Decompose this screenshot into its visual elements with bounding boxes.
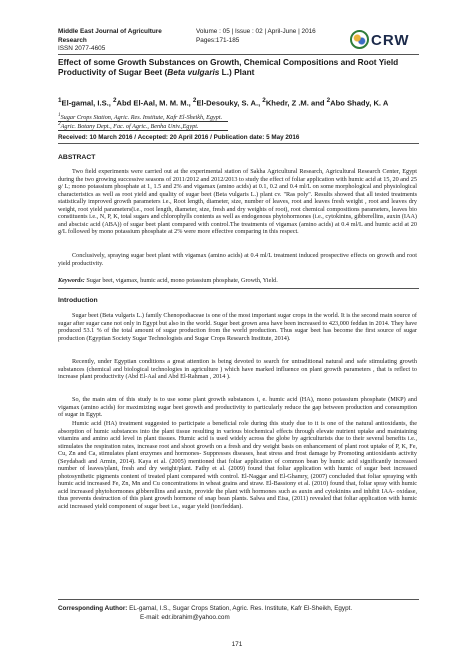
pages-info: Pages:171-185 xyxy=(196,36,240,44)
affiliation-2: $^2$Agric. Botany Dept., Fac. of Agric., Benha Univ.,Egypt. xyxy=(58,121,318,131)
dates-line: Received: 10 March 2016 / Accepted: 20 April 2016 / Publication date: 5 May 2016 xyxy=(58,134,300,141)
journal-issn: ISSN 2077-4605 xyxy=(58,45,106,53)
volume-info: Volume : 05 | Issue : 02 | April-June | 2016 xyxy=(196,28,316,35)
footnote-divider xyxy=(58,599,419,600)
journal-name-line1: Middle East Journal of Agriculture xyxy=(58,28,162,35)
intro-paragraph-3: So, the main aim of this study is to use some plant growth substances i, e. humic acid (HA), mono potassium phosphate (MKP) and vigamax (amino acids) for maximizing sugar beet growth and productivity to particularly reduce the gap between production and consumption of sugar in Egypt. xyxy=(58,396,417,419)
intro-paragraph-4: Humic acid (HA) treatment suggested to participate a beneficial role during this study due to it is one of the natural antioxidants, the absorption of humic substances into the plant tissue resulting in various biochemical effects through elevate nutrient uptake and maintaining vitamins and amino acid level in plant tissues. Humic acid is used widely across the globe by agriculturists due to their several benefits i.e., stimulates the respiration rates, increase root and shoot growth on a fresh and dry weight basis on enhancement of plant root uptake of P, K, Fe, Cu, Zn and Ca, stimulates plant enzymes and hormones- Suppresses diseases, heat stress and frost damage by Promoting antioxidants activity (Seydabadi and Armin, 2014). Kaya et al. (2005) mentioned that foliar application of common bean by humic acid significantly increased number of leaves/plant, fresh and dry weight/plant. Fathy et al. (2009) found that foliar application with humic of sugar beet increased photosynthetic pigments content of treated plant compared with control. El-Naggar and El-Ghamry, (2007) concluded that foliar spraying with humic acid increased Fe, Zn, Mn and Cu concentrations in wheat grains and straw. El-Bassiony et al. (2010) found that, foliar spray with humic acid increased phytohormones gibberellins and auxin, provide the plant with hormones such as auxin and cytokinins and inhibit IAA- oxidase, thus prevents destruction of this plant growth hormone of snap bean plants. Salwa and Eisa, (2011) revealed that foliar application with humic acid increased yield component of sugar beet i.e., sugar yield (ton/feddan). xyxy=(58,420,417,511)
abstract-paragraph-2: Conclusively, spraying sugar beet plant with vigamax (amino acids) at 0.4 ml/L treatment induced prospective effects on growth and root yield productivity. xyxy=(58,252,417,267)
introduction-heading: Introduction xyxy=(58,297,98,304)
keywords-divider xyxy=(58,288,419,289)
page-number: 171 xyxy=(231,641,243,648)
dates-divider xyxy=(58,143,419,144)
article-title: Effect of some Growth Substances on Growth, Chemical Compositions and Root Yield Productivity of Sugar Beet (Beta vulgaris L.) Plant xyxy=(58,57,399,77)
author-list: $^1$El-gamal, I.S., $^2$Abd El-Aal, M. M. M., $^2$El-Desouky, S. A., $^2$Khedr, Z .M. and $^2$Abo Shady, K. A xyxy=(58,97,389,108)
logo-text: CRW xyxy=(371,32,410,49)
header-divider xyxy=(58,54,419,55)
abstract-heading: ABSTRACT xyxy=(58,154,96,161)
author-email: E-mail: edr.ibrahim@yahoo.com xyxy=(140,614,230,621)
volume-block xyxy=(196,28,346,45)
intro-paragraph-1: Sugar beet (Beta vulgaris L.) family Chenopodiaceae is one of the most important sugar crops in the world. It is the second main source of sugar after sugar cane not only in Egypt but also in the world. Sugar beet grown area have been increased to 423,000 feddan in 2014. They have produced 53.1 % of the total amount of sugar production from the world production. Thus sugar beet has become the first source of sugar production (Egyptian Society Sugar Technologists and Sugar Crops Research Institute, 2014). xyxy=(58,312,417,342)
abstract-paragraph-1: Two field experiments were carried out at the experimental station of Sakha Agricultural Research, Agricultural Research Center, Egypt during the two growing successive seasons of 2011/2012 and 2012/2013 to study the effect of foliar application with humic acid at 15, 20 and 25 g/ L; mono potassium phosphate at 1, 1.5 and 2% and vigamax (amino acids) at 0.1, 0.2 and 0.4 ml/L on some morphological and physiological characteristics as well as root yield and quality of sugar beet (Beta vulgaris L.) plant cv. "Ras poly". Results showed that all tested treatments statistically improved growth parameters i.e., Root length, diameter, size, number of leaves, root and leaves fresh weight , root and leaves dry weight, root yield parameters(i.e., root length, diameter, size, fresh and dry weights of root), root chemical compositions parameters, leaves bio constituents i.e., N, P, K, total sugars and chlorophylls contents as well as endogenous phytohormones (i.e., cytokinins, gibberellins, auxin (IAA) and abscisic acid (ABA)) of sugar beet plant compared with control.The treatments of vigamax (amino acids) at 0.4 ml/L and humic acid at 20 g/L followed by mono potassium phosphate at 2% were more effective comparing in this respect. xyxy=(58,168,417,236)
affiliation-1: $^1$Sugar Crops Station, Agric. Res. Institute, Kafr El-Sheikh, Egypt. xyxy=(58,112,318,122)
globe-icon xyxy=(350,30,369,49)
journal-name-line2: Research xyxy=(58,36,87,44)
keywords-line: Keywords: Sugar beet, vigamax, humic acid, mono potassium phosphate, Growth, Yield. xyxy=(58,277,278,284)
journal-name-block xyxy=(58,28,198,54)
crw-logo xyxy=(350,28,420,52)
corresponding-author: Corresponding Author: EL-gamal, I.S., Sugar Crops Station, Agric. Res. Institute, Kafr El-Sheikh, Egypt. E-mail: edr.ibrahim@yahoo.com xyxy=(58,605,353,621)
intro-paragraph-2: Recently, under Egyptian conditions a great attention is being devoted to search for untraditional natural and safe stimulating growth substances (chemical and biological technologies in agriculture ) which have marked influence on plant growth parameters , that is reflect to increase plant productivity (Abd El-Aal and Abd El-Rahman , 2014 ). xyxy=(58,358,417,381)
